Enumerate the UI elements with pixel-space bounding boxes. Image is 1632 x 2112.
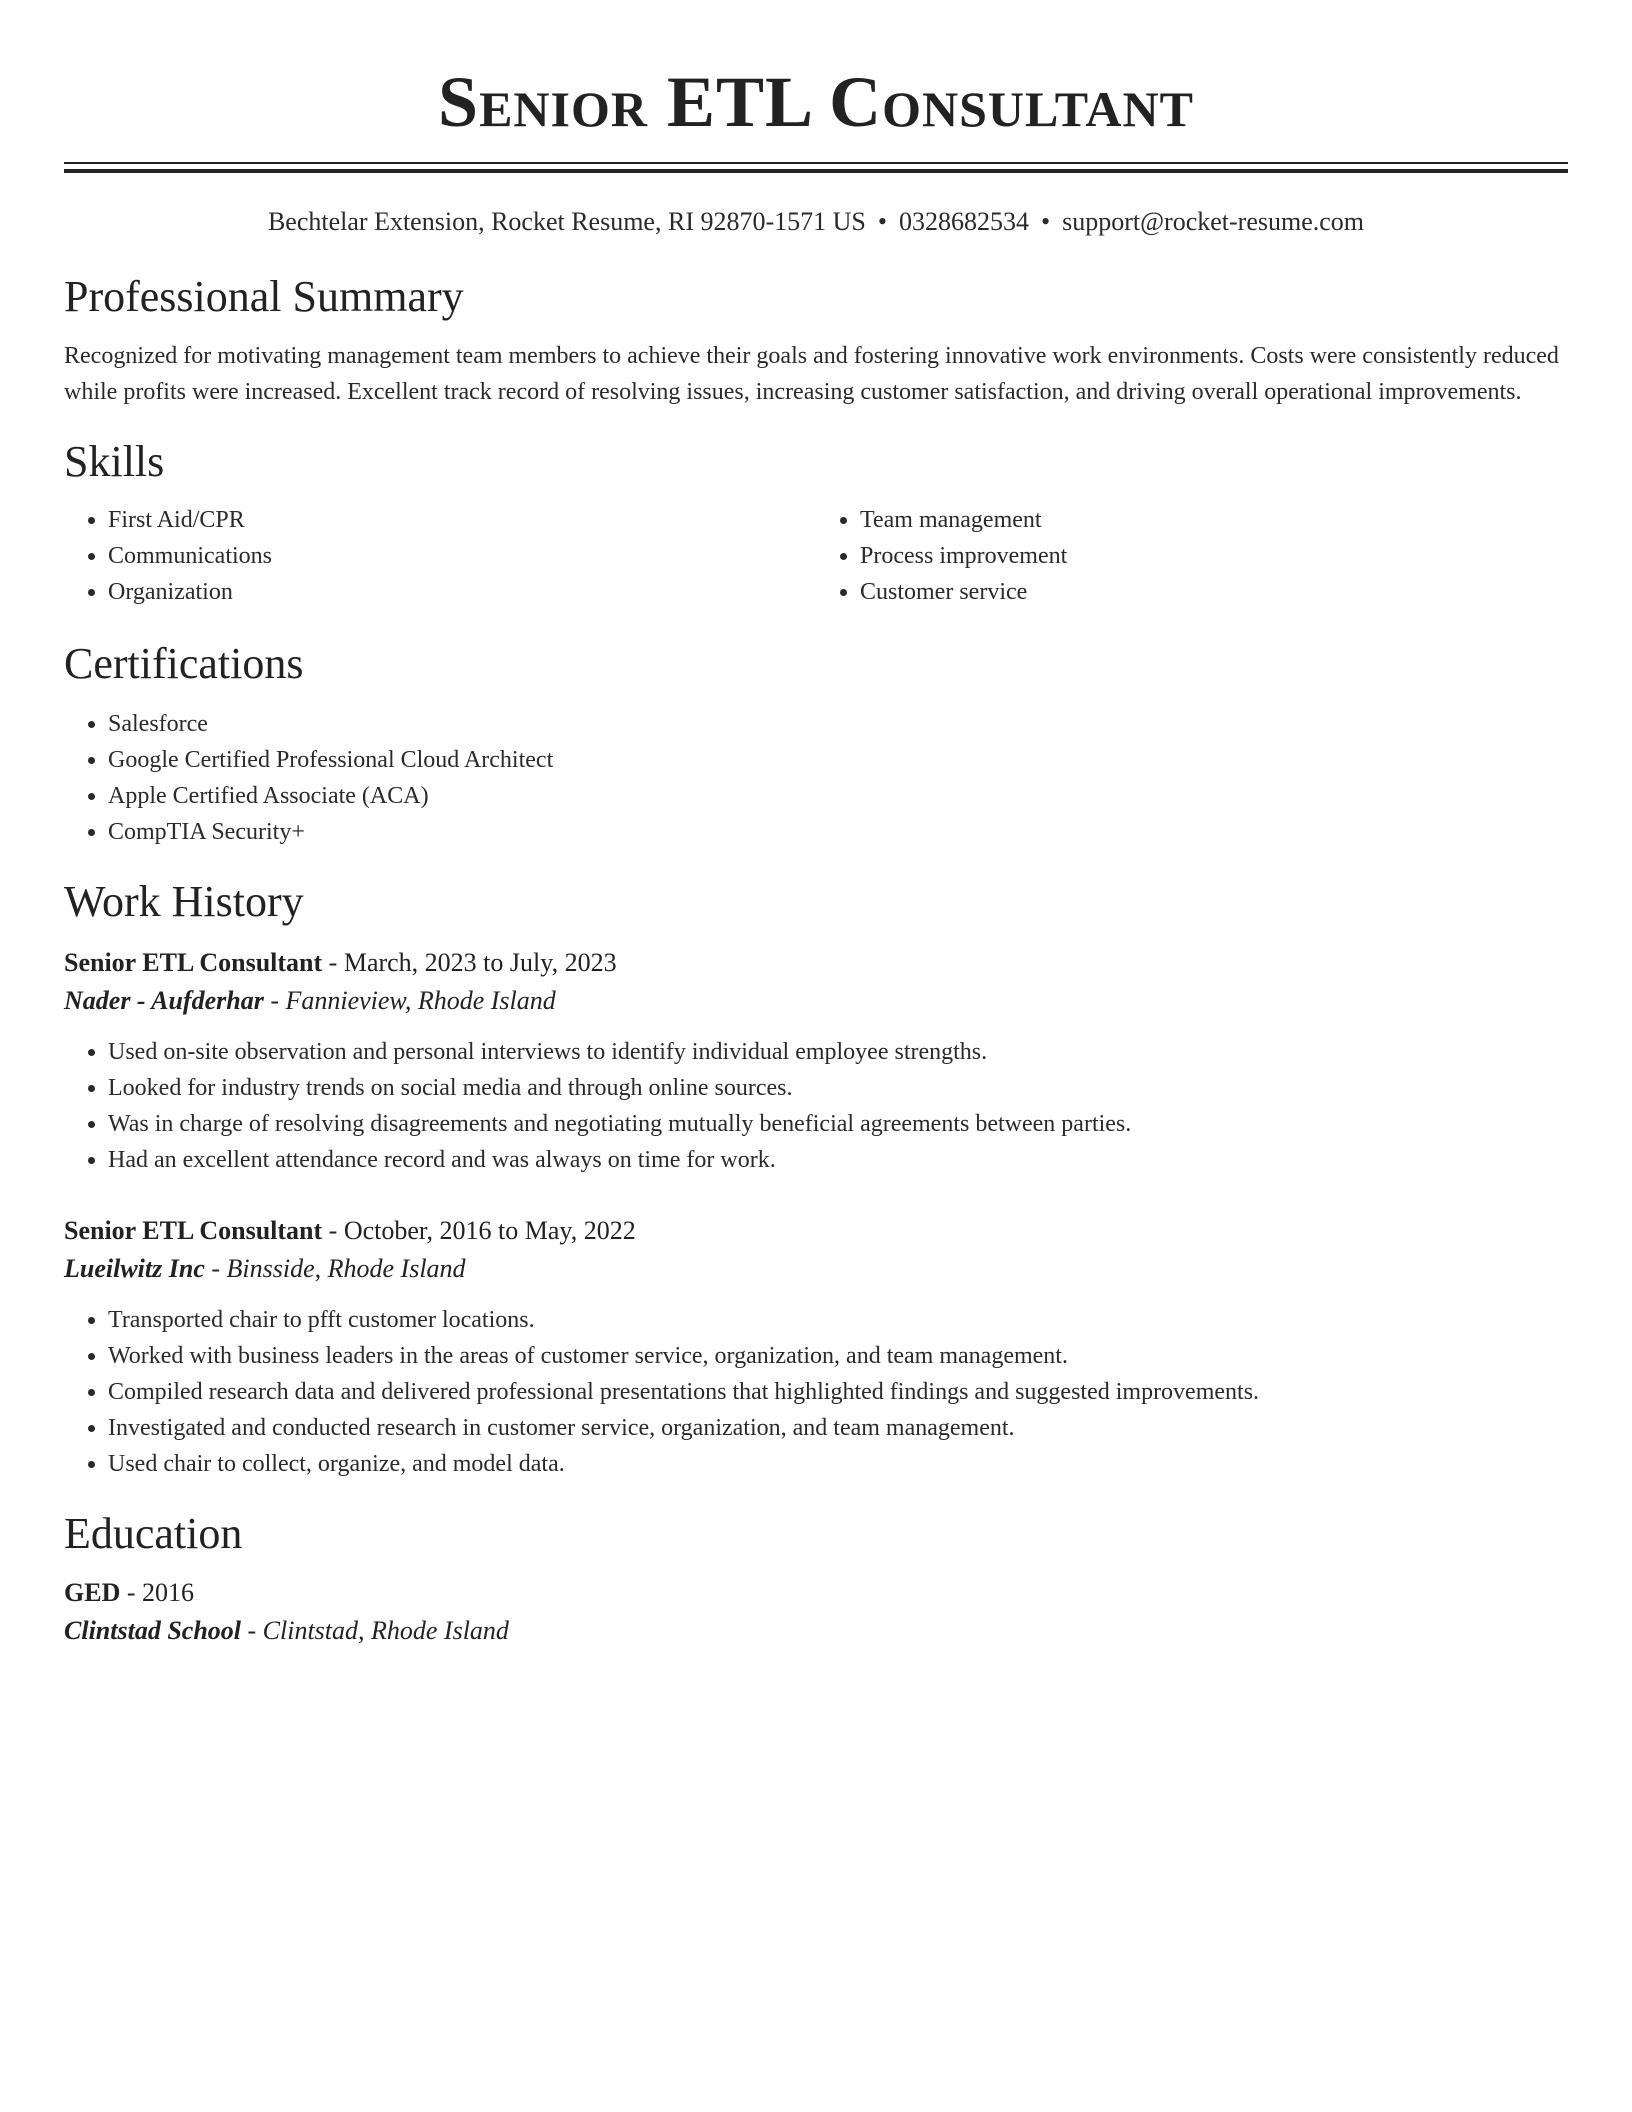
job-duty-item: • Used on-site observation and personal interviews to identify individual employee strengths. — [108, 1034, 1568, 1070]
job-title-line — [64, 1212, 1568, 1250]
skills-grid — [64, 502, 1568, 610]
job-duty-item: • Looked for industry trends on social media and through online sources. — [108, 1070, 1568, 1106]
job-duty-item: • Compiled research data and delivered professional presentations that highlighted findings and suggested improvements. — [108, 1374, 1568, 1410]
job-duties-list — [64, 1302, 1568, 1482]
summary-text: Recognized for motivating management team members to achieve their goals and fostering innovative work environments. Costs were consistently reduced while profits were increased. Excellent track record of resolving issues, increasing customer satisfaction, and driving overall operational improvements. — [64, 343, 1559, 405]
work-history-heading: Work History — [64, 877, 304, 926]
job-entry — [64, 944, 1568, 1178]
skill-item: • First Aid/CPR — [108, 502, 816, 538]
skill-item: • Communications — [108, 538, 816, 574]
job-company: Nader - Aufderhar — [64, 986, 264, 1015]
skill-item: • Process improvement — [860, 538, 1568, 574]
job-duty-item: • Transported chair to pfft customer locations. — [108, 1302, 1568, 1338]
job-role: Senior ETL Consultant — [64, 1216, 323, 1245]
summary-heading: Professional Summary — [64, 272, 464, 321]
certification-item: • Google Certified Professional Cloud Architect — [108, 742, 1568, 778]
certification-item: • Salesforce — [108, 706, 1568, 742]
skill-item: • Team management — [860, 502, 1568, 538]
job-duties-list — [64, 1034, 1568, 1178]
job-company-line — [64, 1250, 1568, 1288]
education-school-line — [64, 1612, 1568, 1650]
job-entry — [64, 1212, 1568, 1482]
skill-item: • Organization — [108, 574, 816, 610]
work-history-section — [64, 876, 1568, 1482]
contact-line — [64, 205, 1568, 239]
contact-phone: 0328682534 — [898, 207, 1029, 236]
summary-section — [64, 271, 1568, 410]
header-divider-thin — [64, 162, 1568, 164]
job-location: - Fannieview, Rhode Island — [263, 986, 556, 1015]
job-dates: - March, 2023 to July, 2023 — [322, 948, 617, 977]
contact-email[interactable]: support@rocket-resume.com — [1062, 207, 1365, 236]
job-duty-item: • Had an excellent attendance record and was always on time for work. — [108, 1142, 1568, 1178]
certification-item: • CompTIA Security+ — [108, 814, 1568, 850]
education-school: Clintstad School — [64, 1616, 241, 1645]
job-duty-item: • Used chair to collect, organize, and model data. — [108, 1446, 1568, 1482]
job-dates: - October, 2016 to May, 2022 — [322, 1216, 636, 1245]
job-duty-item: • Investigated and conducted research in customer service, organization, and team management. — [108, 1410, 1568, 1446]
resume-name: Senior ETL Consultant — [438, 62, 1194, 142]
certifications-heading: Certifications — [64, 639, 304, 688]
education-heading: Education — [64, 1509, 243, 1558]
education-location: - Clintstad, Rhode Island — [241, 1616, 509, 1645]
job-title-line — [64, 944, 1568, 982]
job-company-line — [64, 982, 1568, 1020]
job-role: Senior ETL Consultant — [64, 948, 323, 977]
skill-item: • Customer service — [860, 574, 1568, 610]
job-location: - Binsside, Rhode Island — [204, 1254, 466, 1283]
skills-heading: Skills — [64, 437, 165, 486]
contact-separator: • — [1040, 207, 1051, 236]
header-divider-thick — [64, 169, 1568, 173]
certification-item: • Apple Certified Associate (ACA) — [108, 778, 1568, 814]
education-year: - 2016 — [120, 1578, 195, 1607]
skills-list-left — [64, 502, 816, 610]
skills-list-right — [816, 502, 1568, 610]
certifications-list — [64, 706, 1568, 850]
education-section — [64, 1508, 1568, 1650]
job-duty-item: • Worked with business leaders in the areas of customer service, organization, and team management. — [108, 1338, 1568, 1374]
education-degree: GED — [64, 1578, 121, 1607]
education-degree-line — [64, 1574, 1568, 1612]
job-duty-item: • Was in charge of resolving disagreements and negotiating mutually beneficial agreements between parties. — [108, 1106, 1568, 1142]
skills-section — [64, 436, 1568, 610]
job-company: Lueilwitz Inc — [64, 1254, 205, 1283]
certifications-section — [64, 638, 1568, 850]
contact-separator: • — [877, 207, 887, 236]
education-entry — [64, 1574, 1568, 1650]
contact-address: Bechtelar Extension, Rocket Resume, RI 92870-1571 US — [267, 207, 866, 236]
